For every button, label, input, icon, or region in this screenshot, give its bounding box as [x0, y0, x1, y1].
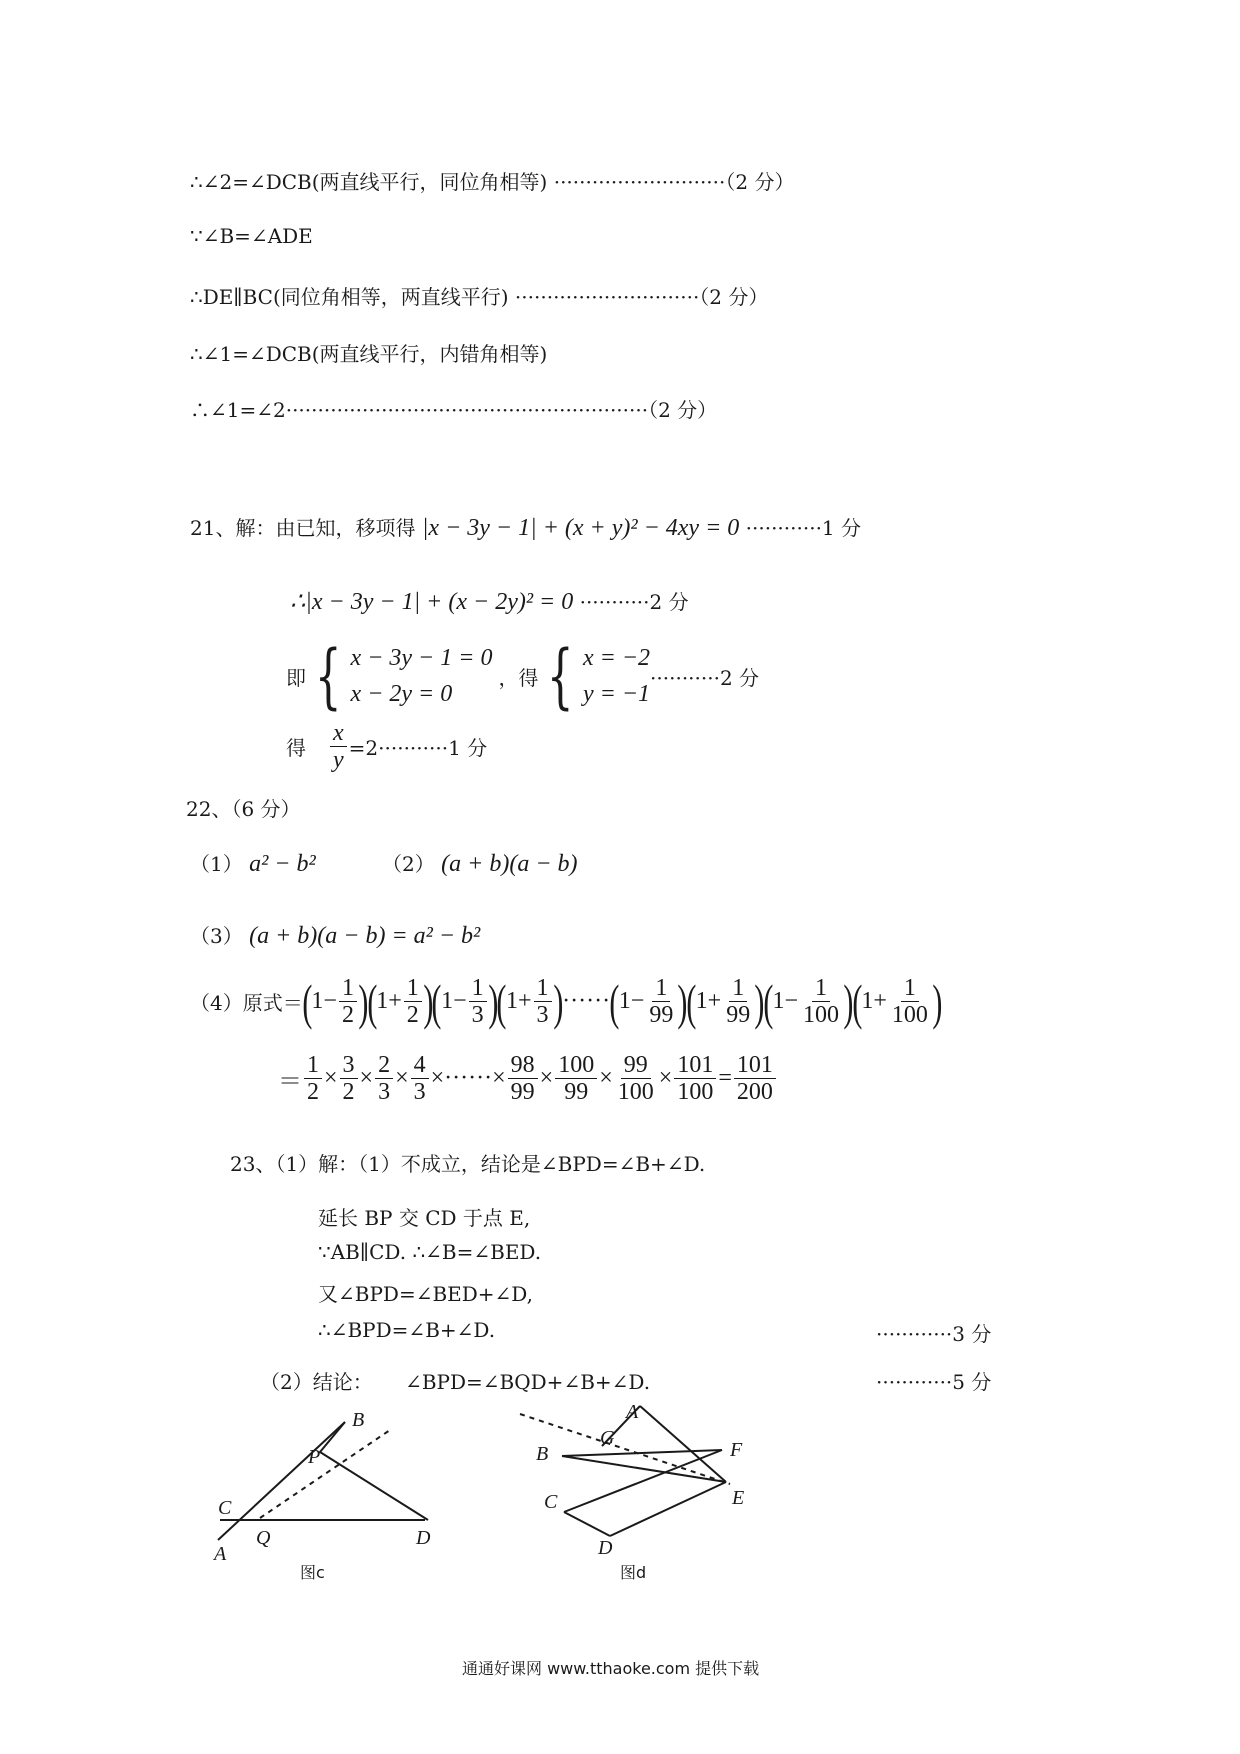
proof-line-4: ∴∠1=∠DCB(两直线平行，内错角相等): [190, 342, 548, 366]
q21-de: ，得: [498, 665, 539, 690]
product-term: [303, 975, 368, 1029]
line-bf: [562, 1450, 722, 1456]
q22-p3: (a + b)(a − b) = a² − b²: [249, 923, 481, 949]
chain-den: 2: [342, 1079, 355, 1106]
product-term: [432, 975, 497, 1029]
left-paren: (: [496, 973, 507, 1030]
chain-fraction: [508, 1052, 538, 1106]
term-fraction: [534, 975, 552, 1029]
term-den: 3: [471, 1002, 484, 1029]
q21-intro: 21、解：由已知，移项得: [190, 516, 416, 540]
q21-line4: [286, 720, 487, 774]
q23-l5-text: ∠BPD=∠BQD+∠B+∠D.: [405, 1370, 651, 1394]
q23-l1: 延长 BP 交 CD 于点 E,: [318, 1206, 531, 1230]
left-paren: (: [431, 973, 442, 1030]
chain-fraction: [411, 1052, 429, 1106]
times-sign: ×: [658, 1065, 673, 1092]
chain-den: 100: [617, 1079, 654, 1106]
product-term: [764, 975, 853, 1029]
term-den: 100: [891, 1002, 928, 1029]
term-fraction: [339, 975, 357, 1029]
right-paren: ): [932, 973, 943, 1030]
times-sign: ×: [395, 1065, 409, 1092]
term-sign: 1−: [441, 988, 467, 1015]
q21-score3: ···········2 分: [650, 665, 760, 690]
term-den: 3: [536, 1002, 549, 1029]
term-den: 100: [803, 1002, 840, 1029]
term-sign: 1+: [861, 988, 887, 1015]
label-q: Q: [256, 1527, 271, 1549]
term-sign: 1+: [695, 988, 722, 1015]
times-sign: ×: [539, 1065, 554, 1092]
q21-fraction: [330, 720, 347, 774]
chain-fraction: [340, 1052, 358, 1106]
q22-p3-label: （3）: [190, 924, 243, 948]
left-paren: (: [686, 973, 697, 1030]
term-num: 1: [901, 975, 919, 1002]
term-num: 1: [404, 975, 422, 1002]
term-sign: 1−: [772, 988, 799, 1015]
q21-result: =2···········1 分: [348, 736, 488, 761]
label-d: D: [598, 1537, 613, 1559]
line-ab: [218, 1422, 345, 1540]
q23-s2: ············5 分: [876, 1370, 992, 1394]
q23-title: 23、（1）解：（1）不成立，结论是∠BPD=∠B+∠D.: [230, 1152, 706, 1176]
right-paren: ): [552, 973, 563, 1030]
term-sign: 1−: [311, 988, 337, 1015]
label-a: A: [214, 1543, 227, 1565]
q23-s1: ············3 分: [876, 1322, 992, 1346]
q21-eq2: ∴|x − 3y − 1| + (x − 2y)² = 0: [290, 589, 574, 615]
term-fraction: [800, 975, 842, 1029]
term-num: 1: [812, 975, 830, 1002]
chain-fraction: [555, 1052, 597, 1106]
right-paren: ): [754, 973, 765, 1030]
path-bpd: [320, 1422, 428, 1520]
label-b: B: [352, 1409, 365, 1431]
chain-den: 99: [510, 1079, 535, 1106]
proof-line-2: ∵∠B=∠ADE: [190, 224, 313, 248]
product-term: [610, 975, 687, 1029]
q22-part4-line2: [278, 1052, 778, 1106]
term-num: 1: [469, 975, 487, 1002]
q21-frac-den: y: [333, 747, 344, 774]
chain-den: 99: [564, 1079, 589, 1106]
chain-num: 101: [734, 1052, 776, 1079]
label-f: F: [730, 1439, 743, 1461]
chain-fraction: [375, 1052, 393, 1106]
right-paren: ): [423, 973, 434, 1030]
q23-l4: ∴∠BPD=∠B+∠D.: [318, 1318, 496, 1342]
figure-d: [520, 1400, 780, 1580]
dashed-extension: [260, 1430, 390, 1518]
left-brace-icon: {: [314, 635, 342, 717]
caption-d: 图d: [620, 1563, 647, 1582]
chain-num: 101: [674, 1052, 716, 1079]
q21-line2: [290, 586, 689, 616]
chain-den: 100: [677, 1079, 714, 1106]
fraction-chain: [302, 1052, 778, 1106]
chain-num: 99: [621, 1052, 651, 1079]
q22-p1: a² − b²: [249, 851, 316, 877]
q22-p2-label: （2）: [382, 852, 435, 876]
q22-part4-line1: [190, 975, 942, 1029]
left-brace-icon-2: {: [547, 635, 575, 717]
line-de: [610, 1482, 726, 1536]
chain-fraction: [304, 1052, 322, 1106]
chain-fraction: [615, 1052, 657, 1106]
caption-c: 图c: [300, 1563, 325, 1582]
left-paren: (: [302, 973, 313, 1030]
chain-num: 100: [555, 1052, 597, 1079]
label-a: A: [626, 1401, 639, 1423]
footer: 通通好课网 www.tthaoke.com 提供下载: [462, 1659, 760, 1678]
q21-sys2-b: y = −1: [582, 681, 651, 707]
q22-p2: (a + b)(a − b): [441, 851, 578, 877]
term-fraction: [404, 975, 422, 1029]
q21-eq1: |x − 3y − 1| + (x + y)² − 4xy = 0: [421, 515, 740, 541]
q23-l2: ∵AB∥CD. ∴∠B=∠BED.: [318, 1240, 542, 1264]
line-cd: [564, 1512, 610, 1536]
product-term: [687, 975, 764, 1029]
q21-line1: [190, 512, 861, 542]
label-e: E: [732, 1487, 745, 1509]
q22-p4-eq: ＝: [278, 1069, 302, 1096]
proof-line-3: ∴DE∥BC(同位角相等，两直线平行) ·····························（2 分）: [190, 285, 769, 309]
term-num: 1: [534, 975, 552, 1002]
product-term: [368, 975, 433, 1029]
term-sign: 1+: [505, 988, 532, 1015]
q22-p4-label: （4）原式＝: [190, 991, 303, 1016]
q21-sys2-a: x = −2: [582, 645, 651, 671]
chain-num: 3: [340, 1052, 358, 1079]
term-sign: 1+: [376, 988, 402, 1015]
q22-p1-label: （1）: [190, 852, 243, 876]
left-paren: (: [763, 973, 774, 1030]
right-paren: ): [677, 973, 688, 1030]
chain-num: 1: [304, 1052, 322, 1079]
q22-title: 22、（6 分）: [186, 797, 301, 821]
dashed-line: [520, 1414, 730, 1484]
term-sign: 1−: [618, 988, 645, 1015]
proof-line-1: ∴∠2=∠DCB(两直线平行，同位角相等) ···························（2 分）: [190, 170, 795, 194]
label-p: P: [308, 1446, 321, 1468]
chain-num: 2: [375, 1052, 393, 1079]
q22-part3: [190, 920, 480, 950]
label-c: C: [218, 1497, 232, 1519]
term-fraction: [723, 975, 753, 1029]
term-den: 99: [649, 1002, 674, 1029]
right-paren: ): [843, 973, 854, 1030]
left-paren: (: [852, 973, 863, 1030]
chain-ellipsis: ×······×: [430, 1065, 506, 1092]
left-paren: (: [609, 973, 620, 1030]
q21-sys1-b: x − 2y = 0: [350, 681, 453, 707]
left-paren: (: [366, 973, 377, 1030]
chain-fraction: [674, 1052, 716, 1106]
right-paren: ): [358, 973, 369, 1030]
chain-den: 3: [413, 1079, 426, 1106]
label-d: D: [416, 1527, 431, 1549]
term-fraction: [469, 975, 487, 1029]
q21-de2: 得: [286, 736, 306, 761]
chain-fraction: [734, 1052, 776, 1106]
label-b: B: [536, 1443, 549, 1465]
term-num: 1: [339, 975, 357, 1002]
product-ellipsis: ······: [562, 988, 611, 1015]
right-paren: ): [487, 973, 498, 1030]
chain-den: 3: [378, 1079, 391, 1106]
q21-system: [286, 635, 760, 717]
term-den: 2: [406, 1002, 419, 1029]
term-den: 99: [726, 1002, 751, 1029]
product-term: [853, 975, 942, 1029]
chain-num: 98: [508, 1052, 538, 1079]
q22-part12: [190, 848, 578, 878]
times-sign: ×: [599, 1065, 613, 1092]
q23-l5-label: （2）结论：: [260, 1370, 373, 1394]
q21-frac-num: x: [330, 720, 347, 747]
q21-score2: ···········2 分: [579, 590, 689, 614]
equals-sign: =: [718, 1065, 732, 1092]
term-den: 2: [341, 1002, 354, 1029]
q21-score1: ············1 分: [745, 516, 862, 540]
term-num: 1: [729, 975, 747, 1002]
chain-den: 2: [307, 1079, 319, 1106]
times-sign: ×: [359, 1065, 374, 1092]
term-fraction: [646, 975, 676, 1029]
q23-l3: 又∠BPD=∠BED+∠D,: [318, 1282, 533, 1306]
times-sign: ×: [324, 1065, 338, 1092]
chain-num: 4: [411, 1052, 429, 1079]
proof-line-5: ∴∠1=∠2·························································（2 分）: [190, 398, 718, 422]
term-num: 1: [652, 975, 670, 1002]
q21-sys1-a: x − 3y − 1 = 0: [350, 645, 493, 671]
figure-c: [200, 1400, 431, 1582]
q23-l5: [260, 1366, 650, 1395]
label-c: C: [544, 1491, 558, 1513]
product-term: [497, 975, 562, 1029]
product-terms: [303, 975, 942, 1029]
chain-den: 200: [736, 1079, 773, 1106]
label-g: G: [600, 1427, 615, 1449]
q21-ji: 即: [286, 665, 306, 690]
term-fraction: [889, 975, 931, 1029]
